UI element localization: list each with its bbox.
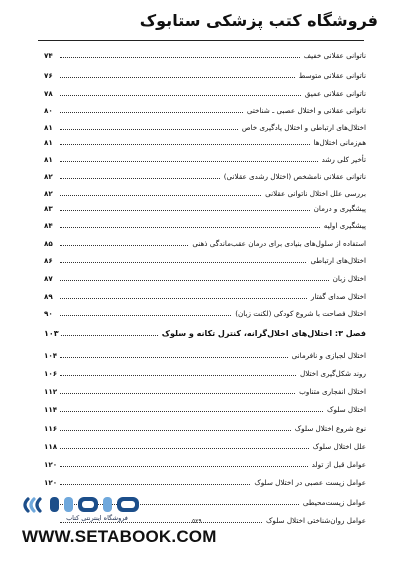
- page-header-title: فروشگاه کتب پزشکی ستابوک: [139, 11, 378, 30]
- toc-page-number: ۱۱۶: [44, 424, 58, 433]
- toc-entry-title: اختلال‌های ارتباطی: [310, 256, 366, 265]
- toc-leader-dots: [60, 245, 188, 246]
- toc-page-number: ۸۱: [44, 123, 53, 132]
- toc-row: [44, 82, 366, 98]
- toc-row: [44, 116, 366, 132]
- toc-page-number: ۷۴: [44, 51, 53, 60]
- toc-entry-title: بررسی علل اختلال ناتوانی عقلانی: [265, 189, 366, 198]
- toc-row: [44, 214, 366, 230]
- toc-page-number: ۱۱۴: [44, 405, 58, 414]
- toc-row: [44, 471, 366, 487]
- toc-page-number: ۱۲۰: [44, 460, 58, 469]
- toc-entry-title: عوامل زیست‌محیطی: [302, 498, 366, 507]
- toc-page-number: ۱۱۸: [44, 442, 58, 451]
- toc-leader-dots: [60, 430, 291, 431]
- toc-leader-dots: [60, 411, 323, 412]
- toc-row: [44, 165, 366, 181]
- toc-row: [44, 362, 366, 378]
- toc-row: [44, 64, 366, 80]
- toc-page-number: ۸۴: [44, 221, 53, 230]
- toc-entry-title: هم‌زمانی اختلال‌ها: [313, 138, 366, 147]
- toc-entry-title: ناتوانی عقلانی و اختلال عصبی ـ شناختی: [246, 106, 366, 115]
- toc-leader-dots: [60, 315, 231, 316]
- toc-chapter-row: [44, 322, 366, 338]
- toc-entry-title: عوامل زیست عصبی در اختلال سلوک: [254, 478, 366, 487]
- website-url: WWW.SETABOOK.COM: [22, 527, 217, 546]
- header-divider: [38, 40, 364, 41]
- toc-leader-dots: [60, 280, 329, 281]
- toc-entry-title: اختلال صدای گفتار: [310, 292, 366, 301]
- toc-entry-title: پیشگیری اولیه: [323, 221, 366, 230]
- toc-entry-title: ناتوانی عقلانی نامشخص (اختلال رشدی عقلانی): [223, 172, 366, 181]
- toc-leader-dots: [60, 129, 238, 130]
- toc-entry-title: عوامل قبل از تولد: [311, 460, 366, 469]
- toc-page-number: ۱۰۴: [44, 351, 58, 360]
- toc-leader-dots: [60, 375, 296, 376]
- toc-page-number: ۹۰: [44, 309, 53, 318]
- toc-entry-title: ناتوانی عقلانی خفیف: [303, 51, 366, 60]
- toc-row: [44, 380, 366, 396]
- toc-page-number: ۸۱: [44, 138, 53, 147]
- toc-row: [44, 285, 366, 301]
- toc-row: [44, 131, 366, 147]
- toc-entry-title: استفاده از سلول‌های بنیادی برای درمان عقب‌ماندگی ذهنی: [192, 239, 366, 248]
- toc-page-number: ۷۸: [44, 89, 53, 98]
- toc-page-number: ۸۲: [44, 172, 53, 181]
- toc-row: [44, 417, 366, 433]
- toc-entry-title: تأخیر کلی رشد: [321, 155, 366, 164]
- toc-page-number: ۱۱۲: [44, 387, 58, 396]
- toc-leader-dots: [60, 210, 310, 211]
- toc-entry-title: اختلال فصاحت با شروع کودکی (لکنت زبان): [235, 309, 366, 318]
- toc-row: [44, 99, 366, 115]
- toc-leader-dots: [60, 57, 300, 58]
- toc-leader-dots: [60, 195, 261, 196]
- toc-page-number: ۸۶: [44, 256, 53, 265]
- toc-entry-title: اختلال لجبازی و نافرمانی: [291, 351, 366, 360]
- toc-row: [44, 182, 366, 198]
- toc-leader-dots: [60, 112, 243, 113]
- toc-page-number: ۱۰۶: [44, 369, 58, 378]
- toc-page-number: ۸۷: [44, 274, 53, 283]
- toc-row: [44, 232, 366, 248]
- toc-row: [44, 44, 366, 60]
- page-number: ۵۲۹: [192, 518, 202, 525]
- toc-entry-title: ناتوانی عقلانی عمیق: [304, 89, 366, 98]
- toc-row: [44, 197, 366, 213]
- toc-leader-dots: [60, 298, 307, 299]
- toc-leader-dots: [60, 448, 309, 449]
- toc-row: [44, 453, 366, 469]
- toc-leader-dots: [60, 178, 220, 179]
- toc-row: [44, 249, 366, 265]
- toc-page-number: ۸۹: [44, 292, 53, 301]
- toc-row: [44, 398, 366, 414]
- toc-entry-title: اختلال زبان: [332, 274, 366, 283]
- toc-entry-title: علل اختلال سلوک: [312, 442, 366, 451]
- toc-leader-dots: [60, 95, 301, 96]
- toc-leader-dots: [60, 262, 306, 263]
- toc-leader-dots: [60, 77, 295, 78]
- toc-entry-title: نوع شروع اختلال سلوک: [294, 424, 366, 433]
- toc-leader-dots: [60, 466, 308, 467]
- toc-row: [44, 435, 366, 451]
- toc-row: [44, 344, 366, 360]
- toc-entry-title: فصل ۳: اختلال‌های اخلال‌گرانه، کنترل تکانه و سلوک: [161, 329, 366, 338]
- toc-entry-title: پیشگیری و درمان: [313, 204, 366, 213]
- toc-row: [44, 302, 366, 318]
- toc-leader-dots: [60, 393, 295, 394]
- toc-entry-title: اختلال سلوک: [327, 405, 366, 414]
- toc-leader-dots: [60, 227, 320, 228]
- toc-row: [44, 148, 366, 164]
- toc-entry-title: اختلال‌های ارتباطی و اختلال یادگیری خاص: [241, 123, 366, 132]
- toc-entry-title: اختلال انفجاری متناوب: [299, 387, 366, 396]
- toc-page-number: ۸۰: [44, 106, 53, 115]
- toc-page-number: ۸۲: [44, 189, 53, 198]
- toc-page-number: ۸۳: [44, 204, 53, 213]
- toc-entry-title: عوامل روان‌شناختی اختلال سلوک: [265, 516, 366, 525]
- toc-page-number: ۱۲۰: [44, 478, 58, 487]
- toc-entry-title: روند شکل‌گیری اختلال: [299, 369, 366, 378]
- toc-leader-dots: [60, 144, 310, 145]
- toc-page-number: ۸۵: [44, 239, 53, 248]
- toc-leader-dots: [60, 161, 318, 162]
- logo-tagline: فروشگاه اینترنتی کتاب: [66, 514, 128, 522]
- toc-leader-dots: [60, 484, 250, 485]
- toc-leader-dots: [60, 357, 288, 358]
- toc-row: [44, 267, 366, 283]
- toc-page-number: ۸۱: [44, 155, 53, 164]
- toc-leader-dots: [61, 335, 158, 336]
- toc-page-number: ۷۶: [44, 71, 53, 80]
- toc-page-number: ۱۰۳: [44, 329, 59, 338]
- toc-entry-title: ناتوانی عقلانی متوسط: [298, 71, 366, 80]
